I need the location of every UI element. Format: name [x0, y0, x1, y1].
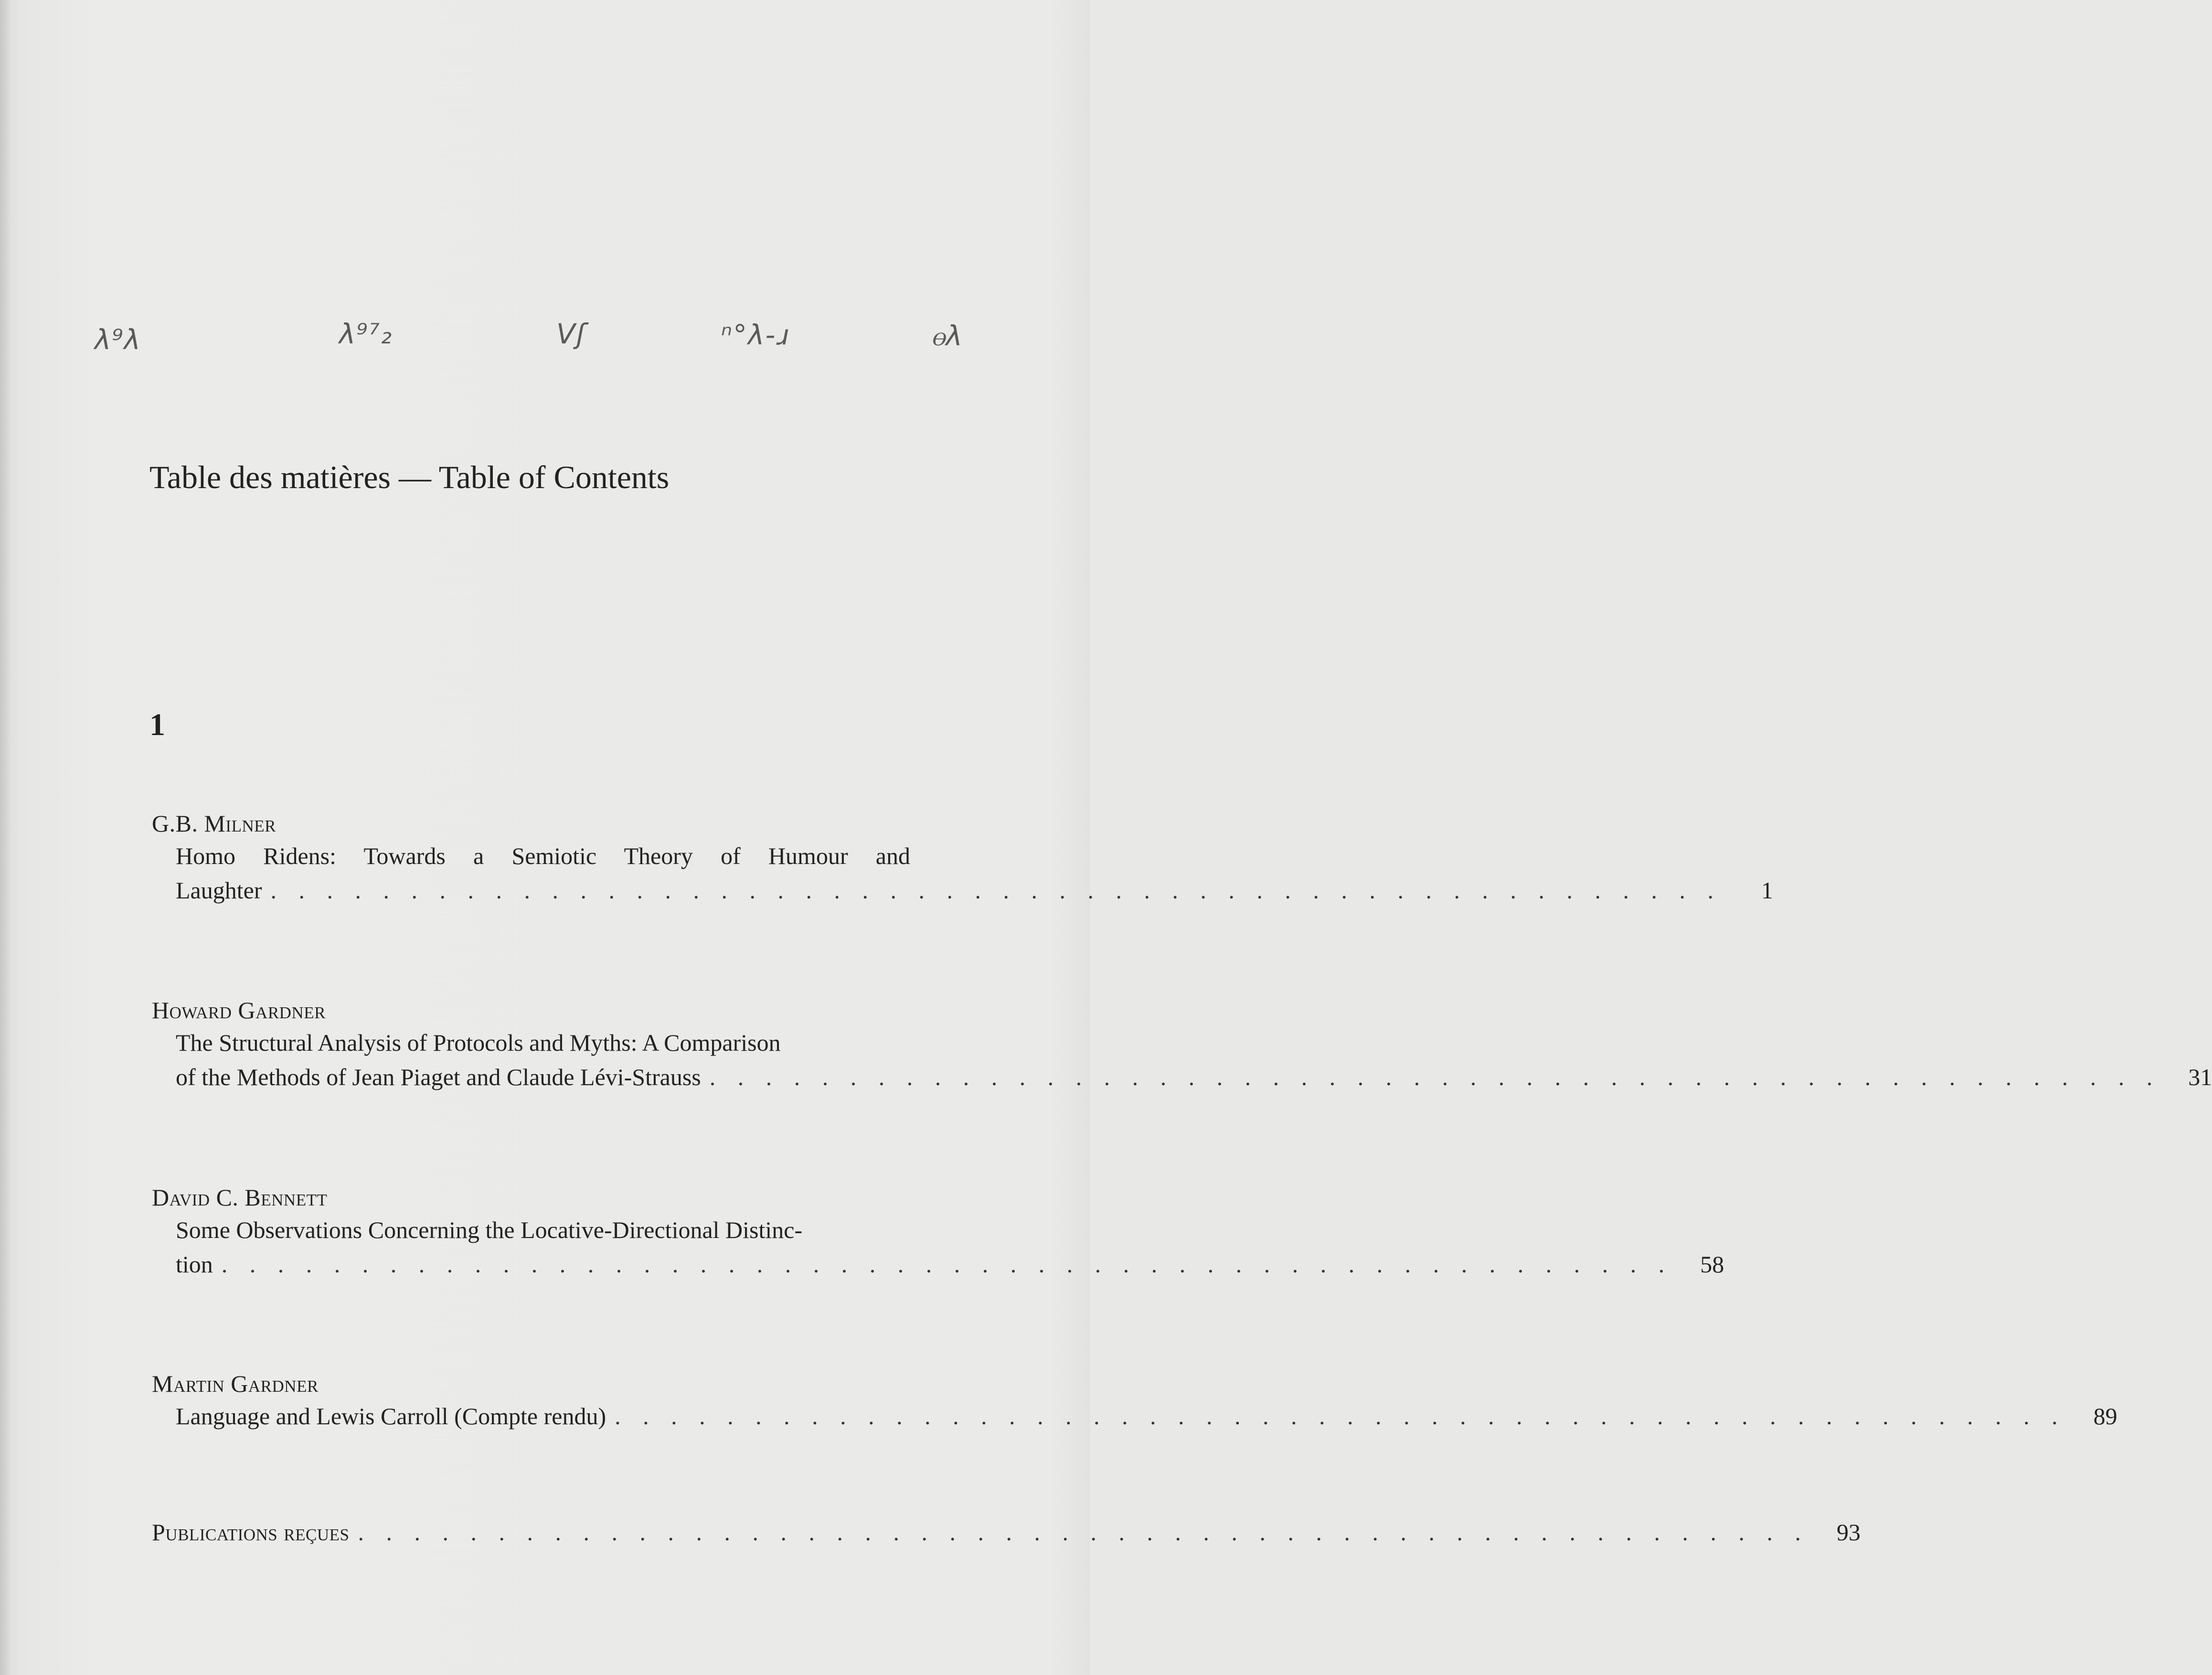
entry-title-line: Language and Lewis Carroll (Compte rendu) [176, 1403, 606, 1430]
entry-page-number: 58 [1700, 1251, 1724, 1278]
handwritten-mark: ⲑλ [931, 320, 963, 352]
publications-page-number: 93 [1836, 1519, 1861, 1546]
toc-entry [152, 1368, 2117, 1433]
handwritten-mark: ⁿ°λ‑ɹ [721, 319, 790, 351]
toc-entry [152, 1182, 1724, 1281]
dot-leader: . . . . . . . . . . . . . . . . . . . . . . . . . . . . . . . . . . . . . . . . . . . . . . . . . . . . [709, 1064, 2161, 1090]
dot-leader: . . . . . . . . . . . . . . . . . . . . . . . . . . . . . . . . . . . . . . . . . . . . . . . . . . . . [270, 877, 1722, 904]
dot-leader: . . . . . . . . . . . . . . . . . . . . . . . . . . . . . . . . . . . . . . . . . . . . . . . . . . . . [221, 1251, 1673, 1278]
handwritten-mark: λ⁹λ [95, 323, 141, 356]
entry-author: G.B. Milner [152, 810, 276, 837]
toc-entry [152, 808, 1773, 907]
dot-leader: . . . . . . . . . . . . . . . . . . . . . . . . . . . . . . . . . . . . . . . . . . . . . . . . . . . . [358, 1519, 1809, 1546]
entry-title-line: of the Methods of Jean Piaget and Claude Lévi-Strauss [176, 1064, 701, 1090]
entry-title-line: tion [176, 1251, 213, 1278]
toc-heading: Table des matières — Table of Contents [149, 459, 670, 495]
handwritten-annotations [91, 318, 984, 370]
toc-entry [152, 995, 2212, 1094]
part-number: 1 [149, 707, 165, 742]
entry-title-line: Some Observations Concerning the Locative-Directional Distinc- [176, 1216, 803, 1243]
publications-label: Publications reçues [152, 1519, 350, 1546]
dot-leader: . . . . . . . . . . . . . . . . . . . . . . . . . . . . . . . . . . . . . . . . . . . . . . . . . . . . [615, 1403, 2066, 1430]
handwritten-mark: Vʃ [556, 318, 587, 350]
entry-title-last-line [176, 1399, 2117, 1433]
entry-page-number: 31 [2188, 1064, 2212, 1090]
entry-title-last-line [176, 873, 1773, 907]
entry-page-number: 89 [2093, 1403, 2117, 1430]
entry-author: Howard Gardner [152, 997, 326, 1024]
entry-title-line: Homo Ridens: Towards a Semiotic Theory of Humour and [176, 843, 910, 869]
entry-page-number: 1 [1761, 877, 1773, 904]
entry-title-last-line [176, 1247, 1724, 1281]
entry-title-line: The Structural Analysis of Protocols and Myths: A Comparison [176, 1029, 781, 1056]
publications-entry [152, 1515, 1861, 1549]
handwritten-mark: λ⁹⁷₂ [339, 318, 393, 350]
entry-title-last-line [176, 1060, 2212, 1094]
entry-author: Martin Gardner [152, 1370, 319, 1397]
entry-author: David C. Bennett [152, 1184, 328, 1211]
entry-title-line: Laughter [176, 877, 262, 904]
page-edge-shadow [0, 0, 11, 1675]
